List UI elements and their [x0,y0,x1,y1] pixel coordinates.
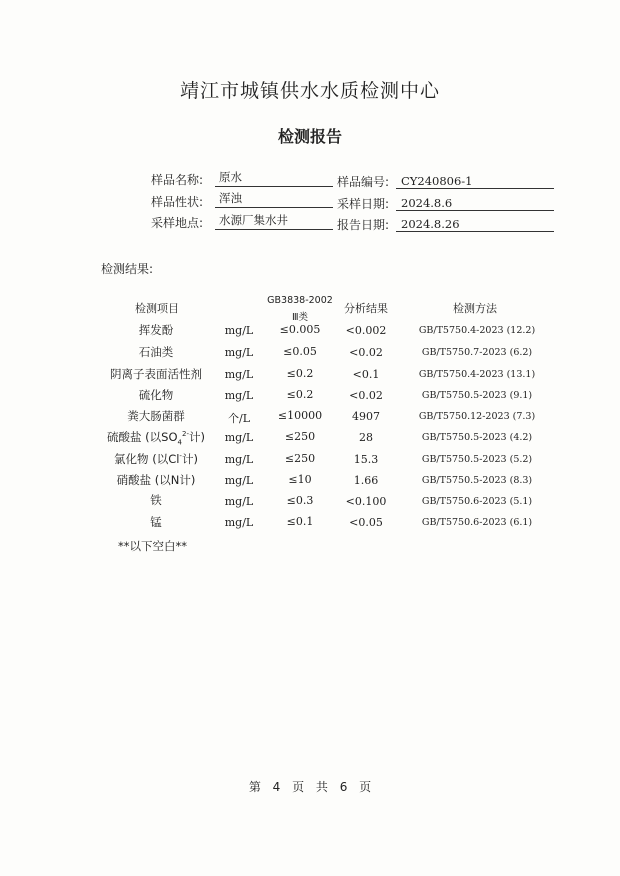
row-9-unit: mg/L [224,495,254,508]
row-8-unit: mg/L [224,474,254,487]
sampling-date-label: 采样日期: [337,197,390,211]
report-date-value: 2024.8.26 [401,217,460,231]
sampling-site-underline [215,229,333,230]
row-5-item: 粪大肠菌群 [127,409,185,423]
header-standard-line2: Ⅲ类 [291,312,309,323]
sampling-site-label: 采样地点: [151,216,204,230]
row-7-item: 氯化物 (以Cl-计) [114,452,198,466]
row-2-item: 石油类 [138,345,174,359]
row-4-unit: mg/L [224,389,254,402]
row-3-limit: ≤0.2 [286,367,314,380]
row-3-unit: mg/L [224,368,254,381]
row-4-result: <0.02 [349,389,383,402]
row-9-result: <0.100 [345,495,387,508]
row-7-method: GB/T5750.5-2023 (5.2) [421,454,533,465]
row-10-unit: mg/L [224,516,254,529]
row-5-unit: 个/L [227,412,250,425]
sampling-site-value: 水源厂集水井 [219,213,288,227]
row-5-method: GB/T5750.12-2023 (7.3) [418,411,536,422]
row-8-item: 硝酸盐 (以N计) [116,473,196,487]
sample-name-label: 样品名称: [151,173,204,187]
report-date-underline [396,231,554,232]
row-3-method: GB/T5750.4-2023 (13.1) [418,369,536,380]
header-standard-line1: GB3838-2002 [267,295,333,306]
row-2-limit: ≤0.05 [283,345,317,358]
end-of-table-note: **以下空白** [118,539,187,553]
org-title: 靖江市城镇供水水质检测中心 [179,80,440,102]
row-10-method: GB/T5750.6-2023 (6.1) [421,517,533,528]
row-7-result: 15.3 [353,453,379,466]
sampling-date-underline [396,210,554,211]
row-1-result: <0.002 [345,324,387,337]
sample-nature-underline [215,207,333,208]
row-8-limit: ≤10 [288,473,312,486]
row-2-unit: mg/L [224,346,254,359]
header-result: 分析结果 [344,302,388,315]
row-3-result: <0.1 [352,368,380,381]
row-6-method: GB/T5750.5-2023 (4.2) [421,432,533,443]
row-1-method: GB/T5750.4-2023 (12.2) [418,325,536,336]
row-9-method: GB/T5750.6-2023 (5.1) [421,496,533,507]
sample-name-value: 原水 [219,170,242,184]
row-8-method: GB/T5750.5-2023 (8.3) [421,475,533,486]
row-1-unit: mg/L [224,324,254,337]
row-10-result: <0.05 [349,516,383,529]
row-3-item: 阴离子表面活性剂 [110,367,202,381]
row-6-unit: mg/L [224,431,254,444]
results-section-label: 检测结果: [101,262,154,276]
row-5-result: 4907 [352,410,380,423]
sample-nature-label: 样品性状: [151,195,204,209]
row-10-item: 锰 [150,515,162,529]
row-9-item: 铁 [150,493,162,507]
row-8-result: 1.66 [353,474,379,487]
row-2-method: GB/T5750.7-2023 (6.2) [421,347,533,358]
sampling-date-value: 2024.8.6 [401,196,453,210]
sample-no-label: 样品编号: [337,175,390,189]
header-item: 检测项目 [135,302,179,315]
sample-no-value: CY240806-1 [401,174,473,188]
row-1-limit: ≤0.005 [279,323,321,336]
row-5-limit: ≤10000 [277,409,323,422]
report-title: 检测报告 [277,127,342,146]
row-6-result: 28 [359,431,373,444]
header-method: 检测方法 [453,302,497,315]
row-2-result: <0.02 [349,346,383,359]
row-9-limit: ≤0.3 [286,494,314,507]
sample-no-underline [396,188,554,189]
row-4-item: 硫化物 [138,388,174,402]
row-4-limit: ≤0.2 [286,388,314,401]
row-4-method: GB/T5750.5-2023 (9.1) [421,390,533,401]
page-number: 第 4 页 共 6 页 [248,780,372,794]
row-7-limit: ≤250 [284,452,316,465]
row-6-item: 硫酸盐 (以$SO_4^{2-}$计) [107,430,205,447]
report-date-label: 报告日期: [337,218,390,232]
row-7-unit: mg/L [224,453,254,466]
row-6-limit: ≤250 [284,430,316,443]
row-1-item: 挥发酚 [138,323,174,337]
row-10-limit: ≤0.1 [286,515,314,528]
sample-name-underline [215,186,333,187]
sample-nature-value: 浑浊 [219,191,242,205]
